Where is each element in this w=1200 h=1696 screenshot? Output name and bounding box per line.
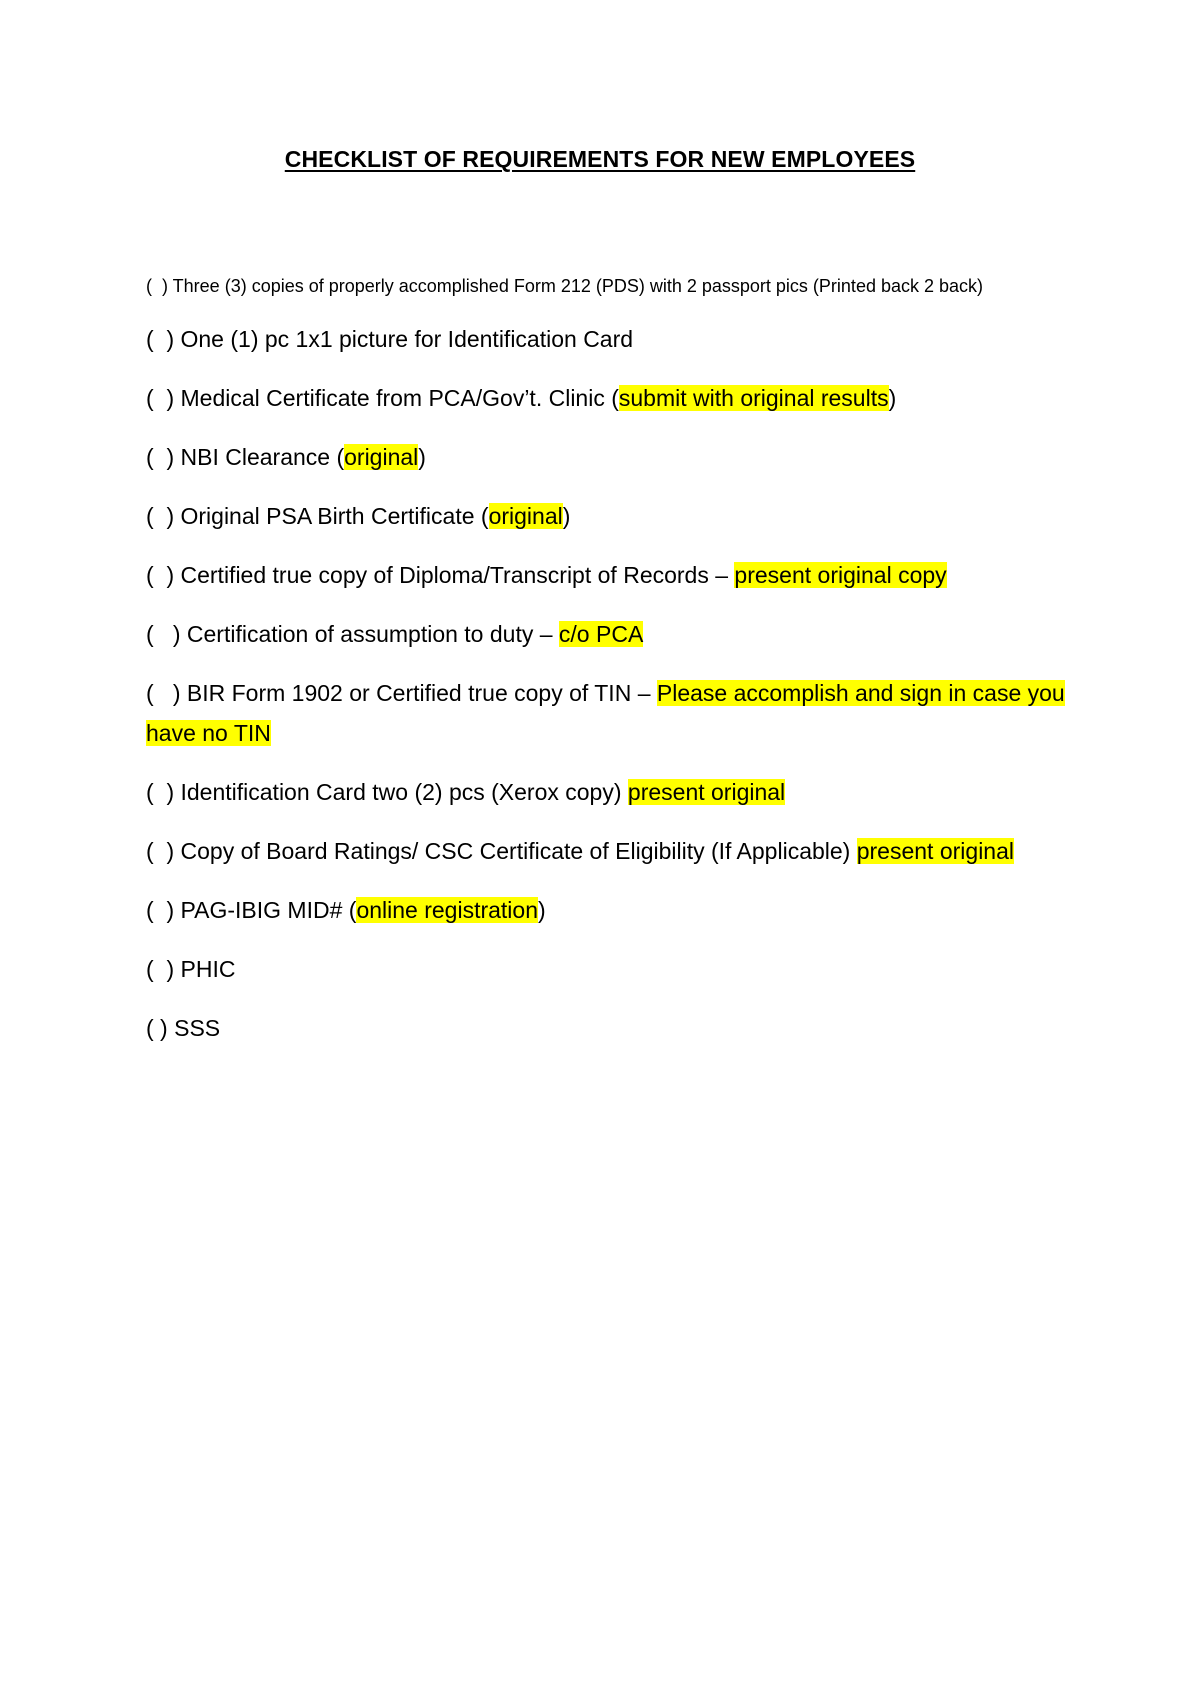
item-text: Medical Certificate from PCA/Gov’t. Clinic ( bbox=[174, 385, 619, 411]
item-text: Certification of assumption to duty – bbox=[180, 621, 559, 647]
checklist-item bbox=[146, 1008, 1076, 1048]
item-text: NBI Clearance ( bbox=[174, 444, 345, 470]
checkbox-marker: ( ) bbox=[146, 838, 175, 864]
item-highlight: original bbox=[344, 444, 419, 470]
item-highlight: present original copy bbox=[734, 562, 947, 588]
checkbox-marker: ( ) bbox=[146, 444, 175, 470]
item-text-after: ) bbox=[538, 897, 546, 923]
item-highlight: Please accomplish and sign in case you have no TIN bbox=[146, 680, 1065, 746]
checklist-item bbox=[146, 319, 1076, 359]
page-title: CHECKLIST OF REQUIREMENTS FOR NEW EMPLOYEES bbox=[284, 146, 916, 172]
item-text: Identification Card two (2) pcs (Xerox copy) bbox=[174, 779, 628, 805]
checkbox-marker: ( ) bbox=[146, 680, 181, 706]
checkbox-marker: ( ) bbox=[146, 897, 175, 923]
item-text: SSS bbox=[167, 1015, 221, 1041]
requirements-checklist bbox=[146, 270, 1076, 1067]
checklist-item bbox=[146, 555, 1076, 595]
checkbox-marker: ( ) bbox=[146, 326, 175, 352]
checkbox-marker: ( ) bbox=[146, 956, 175, 982]
checklist-item bbox=[146, 890, 1076, 930]
item-text: Original PSA Birth Certificate ( bbox=[174, 503, 489, 529]
checkbox-marker: ( ) bbox=[146, 385, 175, 411]
checklist-item bbox=[146, 378, 1076, 418]
item-highlight: present original bbox=[856, 838, 1014, 864]
item-text: BIR Form 1902 or Certified true copy of TIN – bbox=[180, 680, 657, 706]
item-text-after: ) bbox=[888, 385, 897, 411]
item-highlight: submit with original results bbox=[618, 385, 889, 411]
checkbox-marker: ( ) bbox=[146, 621, 181, 647]
checklist-item bbox=[146, 270, 1076, 303]
item-text: PAG-IBIG MID# ( bbox=[174, 897, 357, 923]
checklist-item bbox=[146, 772, 1076, 812]
item-text-after: ) bbox=[418, 444, 426, 470]
checklist-item bbox=[146, 831, 1076, 871]
item-highlight: c/o PCA bbox=[558, 621, 644, 647]
checklist-item bbox=[146, 949, 1076, 989]
item-text: Certified true copy of Diploma/Transcript of Records – bbox=[174, 562, 735, 588]
item-text-after: ) bbox=[562, 503, 571, 529]
item-highlight: present original bbox=[627, 779, 786, 805]
checkbox-marker: ( ) bbox=[146, 276, 168, 296]
checklist-item bbox=[146, 614, 1076, 654]
checkbox-marker: ( ) bbox=[146, 1015, 168, 1041]
item-highlight: original bbox=[488, 503, 563, 529]
checklist-item bbox=[146, 496, 1076, 536]
item-text: One (1) pc 1x1 picture for Identification Card bbox=[174, 326, 634, 352]
checklist-item bbox=[146, 437, 1076, 477]
item-highlight: online registration bbox=[356, 897, 538, 923]
item-text: Copy of Board Ratings/ CSC Certificate of Eligibility (If Applicable) bbox=[174, 838, 857, 864]
checkbox-marker: ( ) bbox=[146, 779, 175, 805]
checklist-item bbox=[146, 673, 1076, 753]
checkbox-marker: ( ) bbox=[146, 503, 175, 529]
item-text: Three (3) copies of properly accomplished Form 212 (PDS) with 2 passport pics (Printed back 2 back) bbox=[168, 276, 984, 296]
item-text: PHIC bbox=[174, 956, 236, 982]
checkbox-marker: ( ) bbox=[146, 562, 175, 588]
